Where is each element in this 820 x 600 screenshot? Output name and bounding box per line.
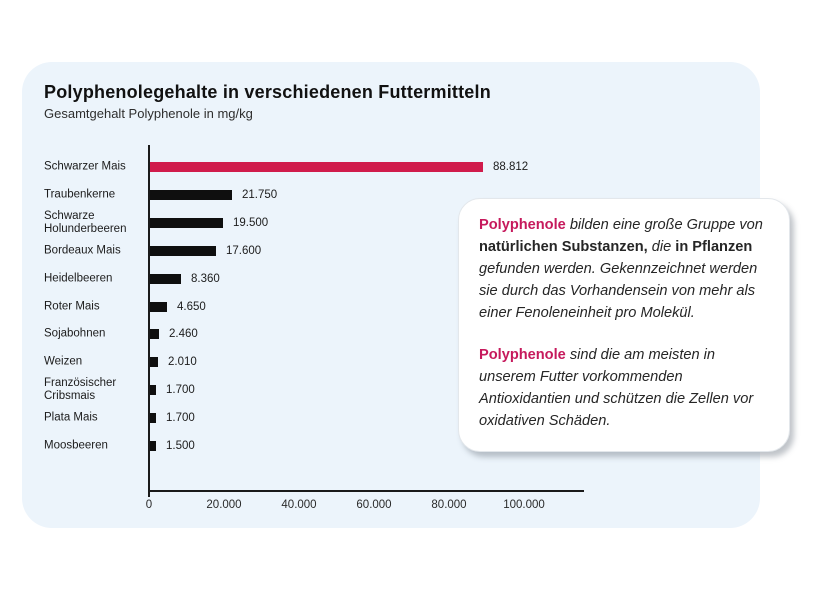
- category-label: Sojabohnen: [44, 327, 106, 340]
- text-segment: in Pflanzen: [675, 238, 753, 255]
- bar: [150, 190, 232, 200]
- value-label: 19.500: [233, 216, 269, 229]
- bar: [150, 385, 156, 395]
- bar: [150, 441, 156, 451]
- bar: [150, 413, 156, 423]
- value-label: 2.010: [168, 356, 197, 369]
- category-label: Schwarzer Mais: [44, 160, 126, 173]
- value-label: 1.700: [166, 412, 195, 425]
- text-segment: natürlichen Substanzen,: [479, 238, 648, 255]
- bar: [150, 162, 483, 172]
- category-label: Bordeaux Mais: [44, 244, 121, 257]
- category-label: Plata Mais: [44, 411, 98, 424]
- x-tick-label: 60.000: [356, 499, 392, 511]
- category-label: Französischer Cribsmais: [44, 377, 117, 403]
- bar: [150, 329, 159, 339]
- info-card: [458, 198, 790, 452]
- value-label: 8.360: [191, 272, 220, 285]
- category-label: Schwarze Holunderbeeren: [44, 209, 127, 235]
- value-label: 17.600: [226, 244, 262, 257]
- category-label: Weizen: [44, 355, 83, 368]
- bar: [150, 357, 158, 367]
- category-label: Traubenkerne: [44, 188, 116, 201]
- value-label: 21.750: [242, 188, 278, 201]
- x-tick-label: 40.000: [281, 499, 317, 511]
- text-segment: bilden eine große Gruppe von: [565, 217, 763, 233]
- text-segment: sind die am meisten in unserem Futter vorkommenden Antioxidantien und schützen die Zellen vor oxidativen Schäden.: [479, 347, 754, 430]
- bar: [150, 274, 181, 284]
- text-segment: die: [647, 238, 676, 255]
- value-label: 2.460: [169, 328, 198, 341]
- chart-subtitle: Gesamtgehalt Polyphenole in mg/kg: [44, 106, 253, 121]
- bar: [150, 246, 216, 256]
- value-label: 88.812: [493, 161, 529, 173]
- info-paragraph: [479, 215, 769, 324]
- text-segment: Polyphenole: [479, 347, 566, 364]
- category-label: Heidelbeeren: [44, 272, 113, 285]
- category-label: Roter Mais: [44, 300, 100, 313]
- text-segment: Polyphenole: [479, 217, 566, 233]
- category-label: Moosbeeren: [44, 439, 108, 452]
- x-axis-line: [148, 490, 584, 492]
- x-tick-label: 0: [145, 499, 153, 511]
- value-label: 4.650: [177, 300, 206, 313]
- value-label: 1.500: [166, 440, 195, 452]
- x-tick-label: 20.000: [206, 499, 242, 511]
- chart-title: Polyphenolegehalte in verschiedenen Futtermitteln: [44, 82, 491, 102]
- info-paragraph: [479, 345, 769, 433]
- value-label: 1.700: [166, 384, 195, 397]
- x-tick-label: 80.000: [431, 499, 467, 511]
- x-tick-label: 100.000: [503, 499, 545, 511]
- text-segment: gefunden werden. Gekennzeichnet werden sie durch das Vorhandensein von mehr als einer Fenoleneinheit pro Molekül.: [479, 260, 758, 321]
- bar: [150, 302, 167, 312]
- bar: [150, 218, 223, 228]
